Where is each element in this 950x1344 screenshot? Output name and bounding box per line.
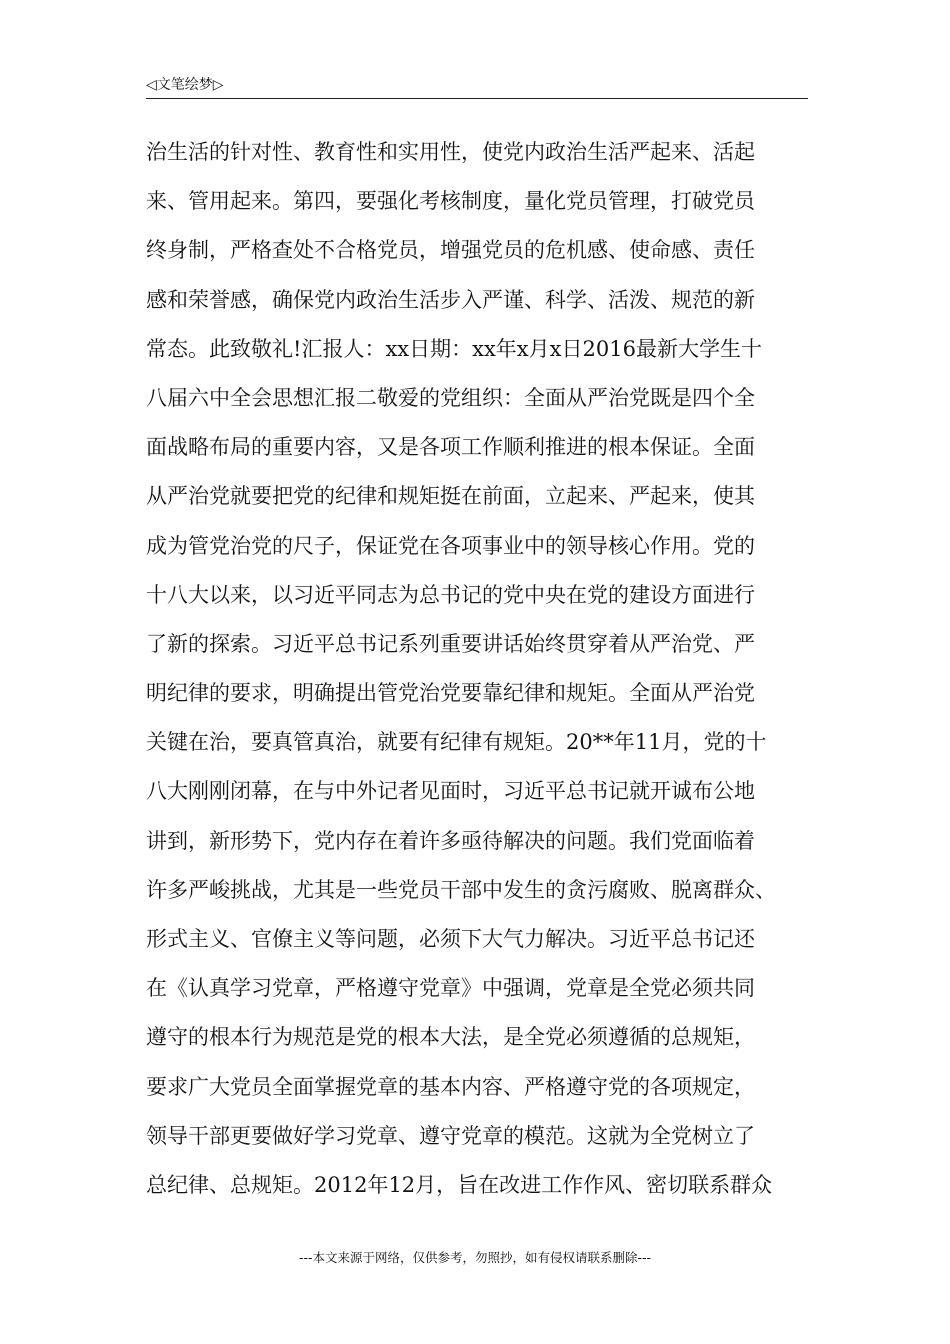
page-header	[146, 74, 808, 99]
text-line: 要求广大党员全面掌握党章的基本内容、严格遵守党的各项规定，	[146, 1074, 755, 1099]
text-line: 治生活的针对性、教育性和实用性，使党内政治生活严起来、活起	[146, 140, 755, 164]
text-line: 明纪律的要求，明确提出管党治党要靠纪律和规矩。全面从严治党	[146, 681, 755, 706]
text-line: 八大刚刚闭幕，在与中外记者见面时，习近平总书记就开诚布公地	[146, 779, 755, 804]
text-line: 面战略布局的重要内容，又是各项工作顺利推进的根本保证。全面	[146, 435, 755, 460]
text-line: 关键在治，要真管真治，就要有纪律有规矩。20**年11月，党的十	[146, 730, 767, 755]
text-line: 常态。此致敬礼!汇报人：xx日期：xx年x月x日2016最新大学生十	[146, 336, 762, 361]
text-line: 了新的探索。习近平总书记系列重要讲话始终贯穿着从严治党、严	[146, 631, 755, 656]
text-line: 感和荣誉感，确保党内政治生活步入严谨、科学、活泼、规范的新	[146, 287, 755, 312]
text-line: 总纪律、总规矩。2012年12月，旨在改进工作作风、密切联系群众	[146, 1172, 773, 1197]
text-line: 在《认真学习党章，严格遵守党章》中强调，党章是全党必须共同	[146, 976, 755, 1001]
text-line: 遵守的根本行为规范是党的根本大法，是全党必须遵循的总规矩，	[146, 1025, 755, 1050]
text-line: 成为管党治党的尺子，保证党在各项事业中的领导核心作用。党的	[146, 533, 755, 558]
footer-notice: ---本文来源于网络，仅供参考，勿照抄，如有侵权请联系删除---	[298, 1250, 652, 1265]
text-line: 八届六中全会思想汇报二敬爱的党组织：全面从严治党既是四个全	[146, 385, 755, 410]
text-line: 十八大以来，以习近平同志为总书记的党中央在党的建设方面进行	[146, 582, 755, 607]
text-line: 讲到，新形势下，党内存在着许多亟待解决的问题。我们党面临着	[146, 828, 755, 853]
text-line: 从严治党就要把党的纪律和规矩挺在前面，立起来、严起来，使其	[146, 484, 755, 509]
text-line: 来、管用起来。第四，要强化考核制度，量化党员管理，打破党员	[146, 189, 755, 214]
text-line: 领导干部更要做好学习党章、遵守党章的模范。这就为全党树立了	[146, 1123, 755, 1148]
text-line: 终身制，严格查处不合格党员，增强党员的危机感、使命感、责任	[146, 238, 755, 263]
text-line: 许多严峻挑战，尤其是一些党员干部中发生的贪污腐败、脱离群众、	[146, 877, 776, 902]
document-body	[146, 128, 836, 1210]
header-title: ◁文笔绘梦▷	[146, 77, 224, 93]
text-line: 形式主义、官僚主义等问题，必须下大气力解决。习近平总书记还	[146, 927, 755, 951]
